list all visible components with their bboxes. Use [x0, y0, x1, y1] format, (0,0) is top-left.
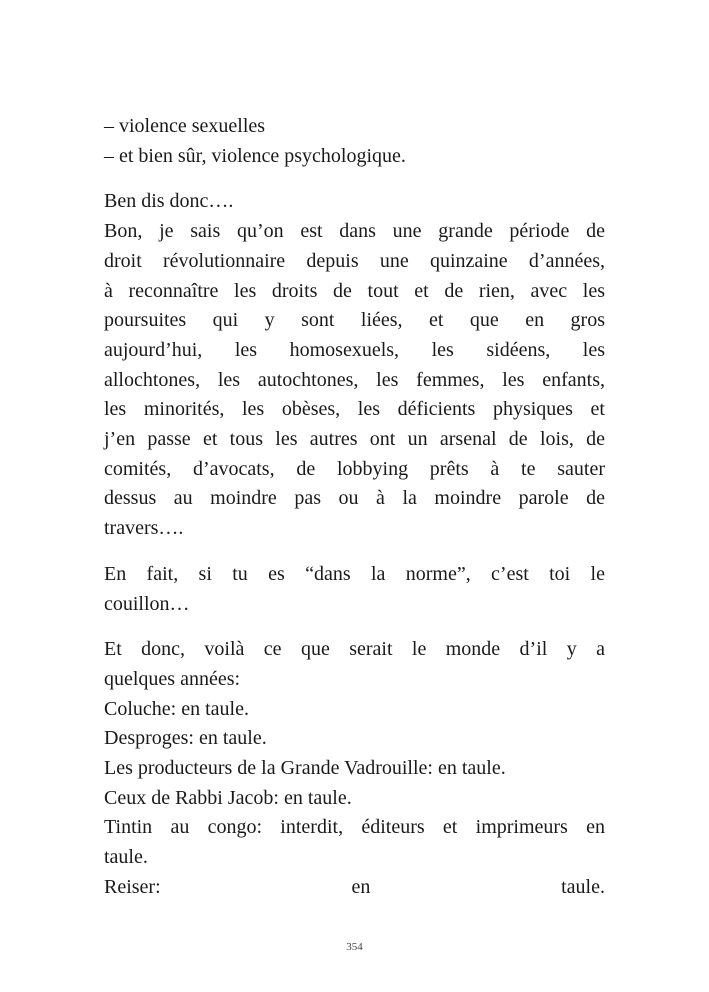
- text-line: comités, d’avocats, de lobbying prêts à te sauter: [104, 457, 605, 480]
- text-line: En fait, si tu es “dans la norme”, c’est toi le: [104, 562, 605, 585]
- list-item: Tintin au congo: interdit, éditeurs et imprimeurs en: [104, 816, 605, 839]
- text-line: Et donc, voilà ce que serait le monde d’il y a: [104, 638, 605, 661]
- text-line: allochtones, les autochtones, les femmes, les enfants,: [104, 368, 605, 391]
- text-line: poursuites qui y sont liées, et que en gros: [104, 309, 605, 332]
- list-item: Desproges: en taule.: [104, 727, 267, 750]
- text-line: travers….: [104, 517, 184, 540]
- page-number: 354: [346, 941, 363, 953]
- list-item: Reiser: en taule.: [104, 875, 605, 898]
- list-item: Ceux de Rabbi Jacob: en taule.: [104, 786, 352, 809]
- text-line: droit révolutionnaire depuis une quinzaine d’années,: [104, 249, 605, 272]
- text-line: dessus au moindre pas ou à la moindre parole de: [104, 487, 605, 510]
- text-line: Ben dis donc….: [104, 190, 234, 213]
- list-item: taule.: [104, 846, 148, 869]
- text-line: aujourd’hui, les homosexuels, les sidéens, les: [104, 338, 605, 361]
- text-line: – violence sexuelles: [104, 115, 266, 137]
- text-line: couillon…: [104, 592, 190, 615]
- paragraph-en-fait: [104, 560, 605, 619]
- text-line: les minorités, les obèses, les déficients physiques et: [104, 398, 605, 421]
- paragraph-et-donc: [104, 635, 605, 902]
- text-line: quelques années:: [104, 667, 241, 690]
- paragraph-violence-list: [104, 112, 605, 171]
- paragraph-ben-dis-donc: [104, 187, 605, 543]
- text-line: j’en passe et tous les autres ont un arsenal de lois, de: [104, 428, 605, 451]
- list-item: Les producteurs de la Grande Vadrouille: en taule.: [104, 757, 506, 780]
- page-body: [104, 112, 605, 919]
- list-item: Coluche: en taule.: [104, 697, 249, 720]
- text-line: à reconnaître les droits de tout et de rien, avec les: [104, 279, 605, 302]
- text-line: – et bien sûr, violence psychologique.: [104, 144, 406, 167]
- text-line: Bon, je sais qu’on est dans une grande période de: [104, 220, 605, 243]
